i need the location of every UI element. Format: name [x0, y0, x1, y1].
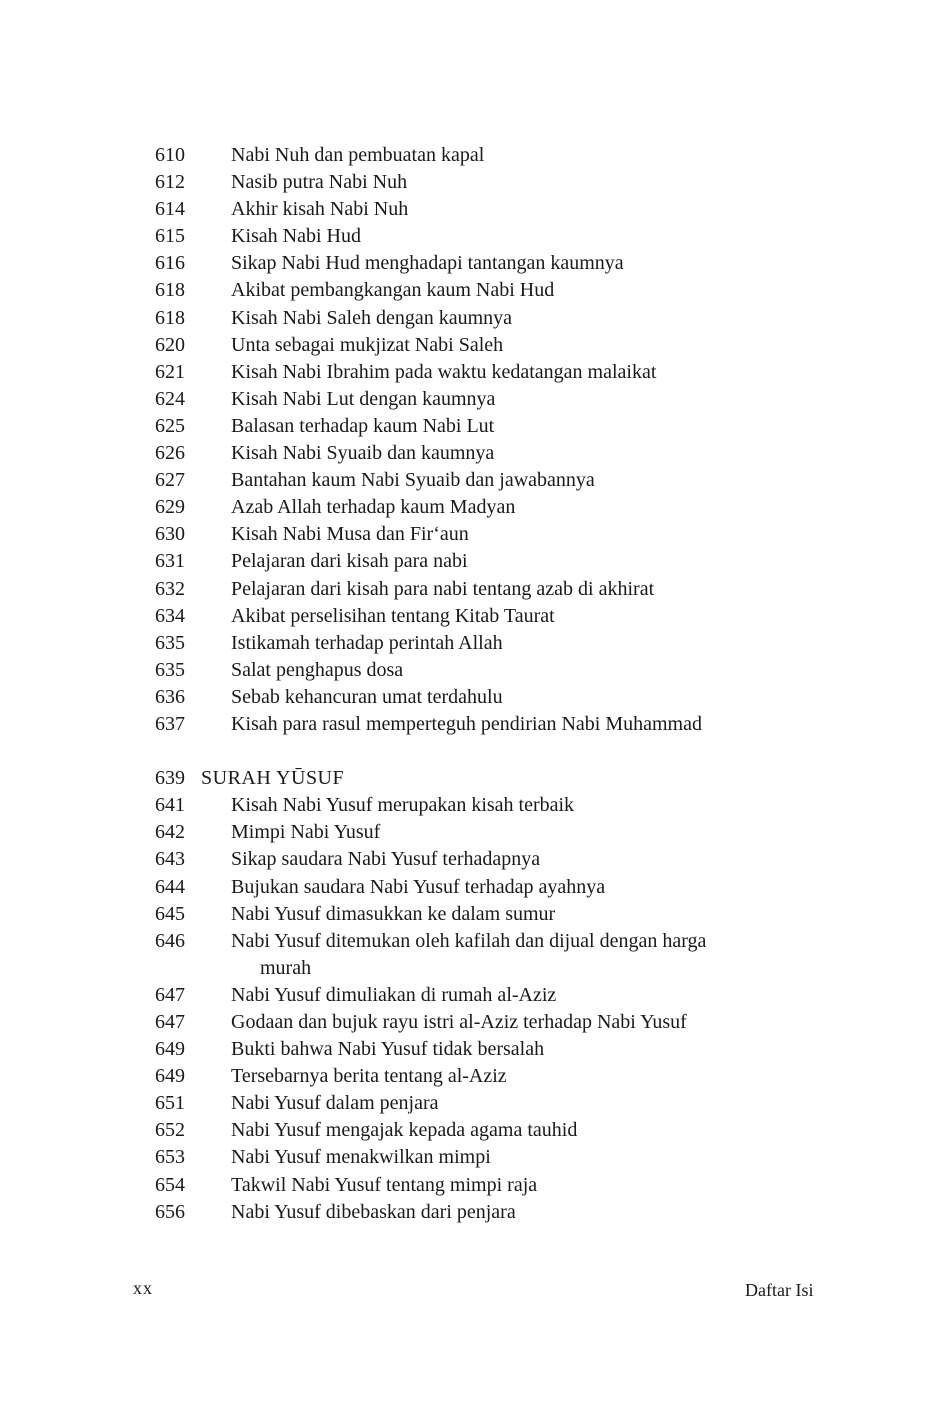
- toc-page-number: 630: [155, 523, 185, 546]
- toc-page-number: 647: [155, 1011, 185, 1033]
- toc-entry: [0, 928, 946, 982]
- toc-page-number: 649: [155, 1065, 185, 1088]
- surah-title: SURAH YŪSUF: [201, 767, 345, 790]
- running-footer-title: Daftar Isi: [745, 1280, 814, 1300]
- toc-entry-title: Godaan dan bujuk rayu istri al-Aziz terhadap Nabi Yusuf: [231, 1011, 687, 1033]
- toc-entry: [0, 305, 946, 332]
- toc-entry-title: Nabi Yusuf dimuliakan di rumah al-Aziz: [231, 983, 557, 1006]
- toc-page-number: 620: [155, 333, 185, 356]
- toc-page-number: 621: [155, 360, 185, 383]
- toc-entry-title: Nabi Yusuf dibebaskan dari penjara: [231, 1200, 516, 1223]
- toc-page-number: 631: [155, 550, 185, 573]
- toc-page-number: 615: [155, 225, 185, 248]
- toc-entry-title: Nabi Yusuf dimasukkan ke dalam sumur: [231, 902, 556, 925]
- toc-page-number: 642: [155, 821, 185, 844]
- toc-entry-title: Mimpi Nabi Yusuf: [231, 821, 381, 844]
- toc-entry: [0, 1090, 946, 1117]
- toc-section-yusuf-cont: [0, 982, 946, 1226]
- toc-page-number: 656: [155, 1200, 185, 1223]
- toc-entry: [0, 630, 946, 657]
- folio-page-number: xx: [133, 1278, 153, 1298]
- toc-entry-title: Kisah Nabi Yusuf merupakan kisah terbaik: [231, 794, 575, 817]
- toc-entry-title: Kisah Nabi Saleh dengan kaumnya: [231, 306, 513, 329]
- toc-entry-title: Sebab kehancuran umat terdahulu: [231, 685, 503, 708]
- toc-entry: [0, 196, 946, 223]
- toc-section-continued: [0, 142, 946, 738]
- toc-page-number: 624: [155, 387, 185, 410]
- toc-page-number: 635: [155, 658, 185, 681]
- toc-entry-title: Pelajaran dari kisah para nabi tentang azab di akhirat: [231, 577, 655, 600]
- table-of-contents: [0, 142, 946, 1226]
- toc-entry: [0, 169, 946, 196]
- toc-page-number: 651: [155, 1092, 185, 1115]
- toc-entry: [0, 548, 946, 575]
- toc-entry: [0, 440, 946, 467]
- toc-entry: [0, 1117, 946, 1144]
- toc-page-number: 626: [155, 442, 185, 465]
- section-gap: [0, 738, 946, 765]
- toc-entry-title: Kisah para rasul memperteguh pendirian Nabi Muhammad: [231, 712, 702, 735]
- toc-page-number: 644: [155, 875, 185, 898]
- toc-entry: [0, 846, 946, 873]
- toc-entry: [0, 711, 946, 738]
- toc-entry: [0, 874, 946, 901]
- toc-entry: [0, 1036, 946, 1063]
- toc-page-number: 614: [155, 198, 185, 221]
- toc-page-number: 641: [155, 794, 185, 817]
- toc-entry-title: Sikap saudara Nabi Yusuf terhadapnya: [231, 848, 541, 871]
- toc-entry-title: Bukti bahwa Nabi Yusuf tidak bersalah: [231, 1038, 545, 1061]
- toc-entry-title: Unta sebagai mukjizat Nabi Saleh: [231, 333, 504, 356]
- toc-entry-title: Takwil Nabi Yusuf tentang mimpi raja: [231, 1173, 538, 1196]
- toc-entry-title: Nabi Yusuf dalam penjara: [231, 1092, 439, 1115]
- toc-page-number: 637: [155, 712, 185, 735]
- toc-entry-title: Nasib putra Nabi Nuh: [231, 171, 408, 194]
- toc-entry-title: Nabi Nuh dan pembuatan kapal: [231, 144, 485, 166]
- toc-entry-title: Kisah Nabi Musa dan Fir‘aun: [231, 523, 469, 546]
- toc-entry: [0, 982, 946, 1009]
- toc-entry-title: Nabi Yusuf menakwilkan mimpi: [231, 1146, 491, 1169]
- toc-entry: [0, 1063, 946, 1090]
- toc-page-number: 647: [155, 983, 185, 1006]
- toc-entry-title: Kisah Nabi Hud: [231, 225, 361, 248]
- toc-entry-title: Pelajaran dari kisah para nabi: [231, 550, 468, 573]
- toc-page-number: 627: [155, 469, 185, 492]
- toc-page-number: 616: [155, 252, 185, 275]
- toc-entry: [0, 359, 946, 386]
- toc-entry-title: Sikap Nabi Hud menghadapi tantangan kaumnya: [231, 252, 624, 275]
- toc-entry: [0, 1199, 946, 1226]
- toc-page-number: 610: [155, 144, 185, 166]
- toc-page-number: 653: [155, 1146, 185, 1169]
- toc-entry-title: Tersebarnya berita tentang al-Aziz: [231, 1065, 507, 1088]
- toc-page-number: 618: [155, 306, 185, 329]
- toc-entry-title: Akibat pembangkangan kaum Nabi Hud: [231, 279, 555, 302]
- toc-entry-title: Bujukan saudara Nabi Yusuf terhadap ayahnya: [231, 875, 606, 898]
- toc-page-number: 632: [155, 577, 185, 600]
- toc-entry-title: Nabi Yusuf ditemukan oleh kafilah dan dijual dengan harga: [231, 929, 707, 952]
- toc-entry: [0, 819, 946, 846]
- toc-entry: [0, 277, 946, 304]
- toc-entry: [0, 1172, 946, 1199]
- toc-page-number: 645: [155, 902, 185, 925]
- toc-surah-heading: [0, 765, 946, 792]
- toc-page-number: 649: [155, 1038, 185, 1061]
- toc-page-number: 635: [155, 631, 185, 654]
- toc-entry-title: Nabi Yusuf mengajak kepada agama tauhid: [231, 1119, 578, 1142]
- toc-entry: [0, 467, 946, 494]
- toc-page-number: 618: [155, 279, 185, 302]
- toc-entry-title: Akibat perselisihan tentang Kitab Taurat: [231, 604, 555, 627]
- toc-page-number: 654: [155, 1173, 185, 1196]
- toc-page-number: 652: [155, 1119, 185, 1142]
- toc-entry-title: Kisah Nabi Syuaib dan kaumnya: [231, 442, 495, 465]
- toc-page-number: 639: [155, 767, 185, 790]
- toc-entry: [0, 142, 946, 169]
- toc-entry: [0, 901, 946, 928]
- toc-entry: [0, 521, 946, 548]
- toc-page-number: 625: [155, 414, 185, 437]
- toc-entry-title: Bantahan kaum Nabi Syuaib dan jawabannya: [231, 469, 595, 492]
- toc-entry: [0, 332, 946, 359]
- toc-entry-title: Istikamah terhadap perintah Allah: [231, 631, 503, 654]
- toc-entry: [0, 494, 946, 521]
- toc-entry: [0, 223, 946, 250]
- toc-entry: [0, 576, 946, 603]
- toc-page-number: 629: [155, 496, 185, 519]
- toc-entry: [0, 603, 946, 630]
- toc-section-yusuf: [0, 792, 946, 927]
- toc-entry: [0, 250, 946, 277]
- toc-entry: [0, 657, 946, 684]
- toc-entry-title: Azab Allah terhadap kaum Madyan: [231, 496, 516, 519]
- toc-page-number: 634: [155, 604, 185, 627]
- toc-entry: [0, 1144, 946, 1171]
- toc-entry-title: Balasan terhadap kaum Nabi Lut: [231, 414, 495, 437]
- toc-entry-title: Kisah Nabi Lut dengan kaumnya: [231, 387, 496, 410]
- toc-entry: [0, 684, 946, 711]
- toc-page-number: 612: [155, 171, 185, 194]
- toc-entry: [0, 386, 946, 413]
- toc-entry-title: Kisah Nabi Ibrahim pada waktu kedatangan malaikat: [231, 360, 657, 383]
- toc-entry: [0, 792, 946, 819]
- toc-page-number: 643: [155, 848, 185, 871]
- toc-entry-title-continuation: murah: [260, 956, 312, 979]
- toc-page-number: 646: [155, 929, 185, 952]
- toc-entry-title: Akhir kisah Nabi Nuh: [231, 198, 409, 221]
- toc-entry: [0, 1009, 946, 1036]
- toc-entry-title: Salat penghapus dosa: [231, 658, 404, 681]
- toc-entry: [0, 413, 946, 440]
- toc-page-number: 636: [155, 685, 185, 708]
